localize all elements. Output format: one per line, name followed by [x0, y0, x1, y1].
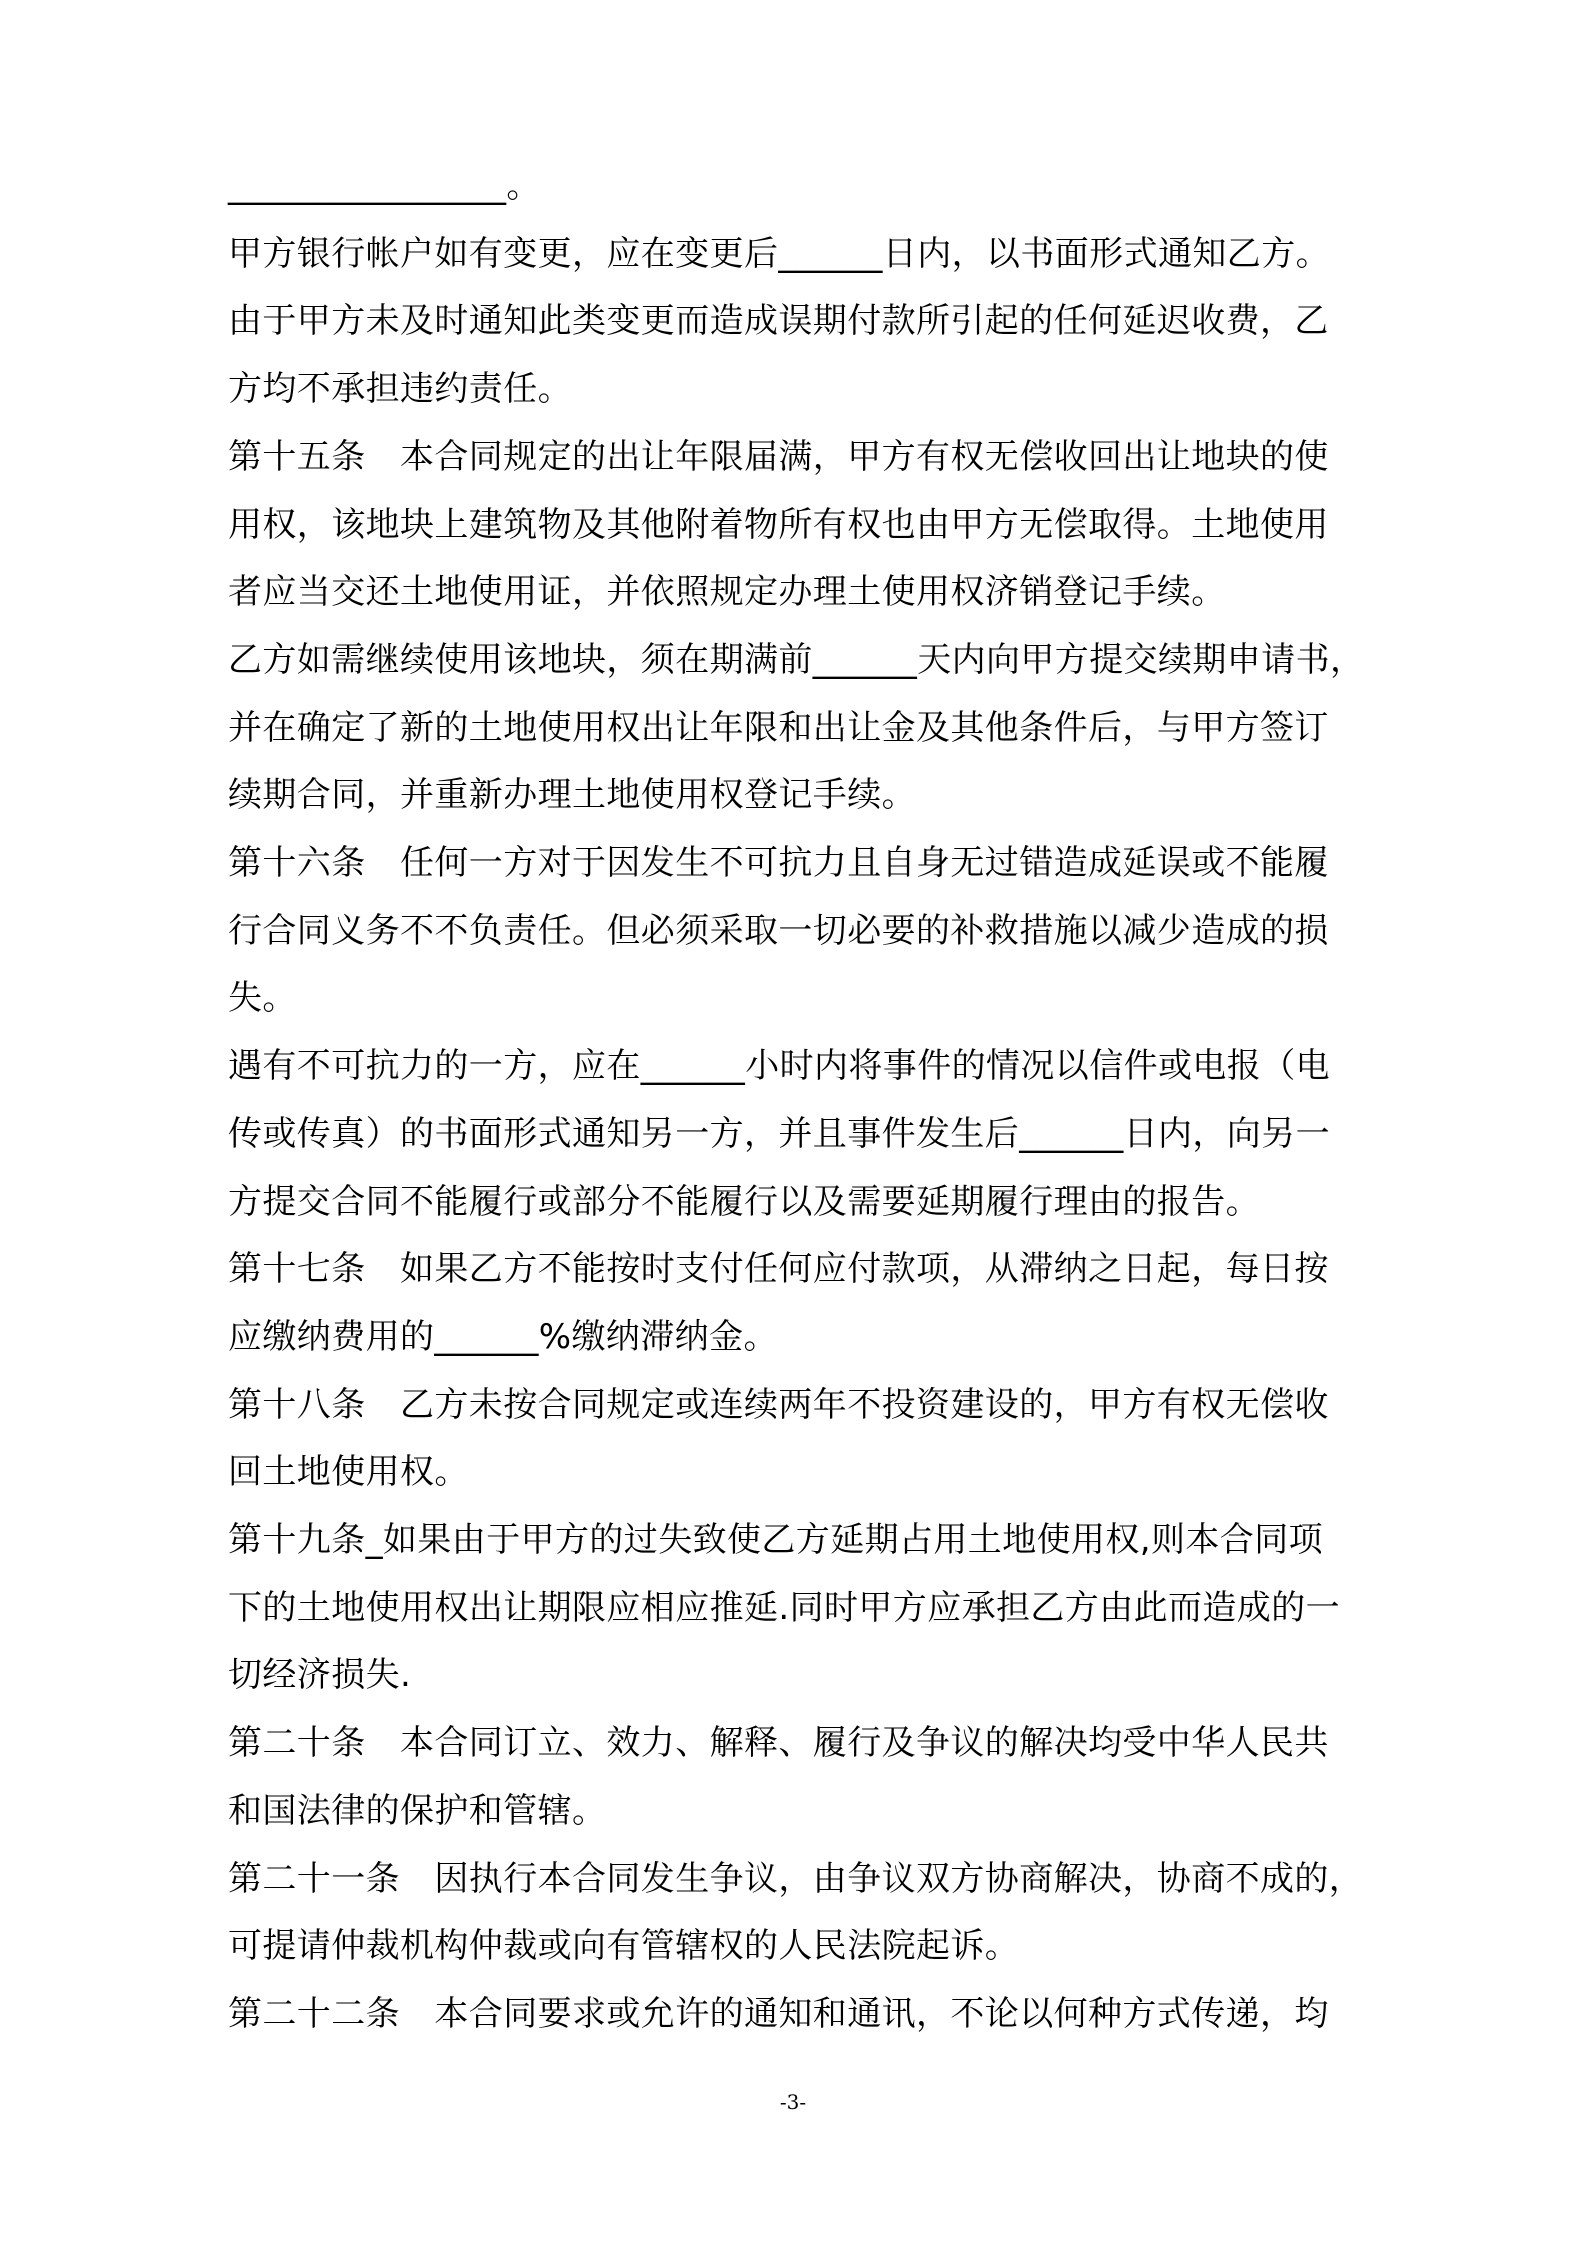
text-line: 由于甲方未及时通知此类变更而造成误期付款所引起的任何延迟收费，乙 — [228, 301, 1329, 341]
clause-15-heading-line: 第十五条 本合同规定的出让年限届满，甲方有权无偿收回出让地块的使 — [228, 437, 1329, 477]
text-line: 续期合同，并重新办理土地使用权登记手续。 — [228, 775, 916, 815]
text-line: 可提请仲裁机构仲裁或向有管辖权的人民法院起诉。 — [228, 1926, 1020, 1966]
text-line: 和国法律的保护和管辖。 — [228, 1791, 607, 1831]
text-line: 并在确定了新的土地使用权出让年限和出让金及其他条件后，与甲方签订 — [228, 708, 1329, 748]
text-line: 乙方如需继续使用该地块，须在期满前______天内向甲方提交续期申请书， — [228, 640, 1365, 680]
clause-18-heading-line: 第十八条 乙方未按合同规定或连续两年不投资建设的，甲方有权无偿收 — [228, 1385, 1329, 1425]
text-line: 甲方银行帐户如有变更，应在变更后______日内，以书面形式通知乙方。 — [228, 234, 1330, 274]
text-line: 切经济损失. — [228, 1655, 412, 1695]
clause-21-heading-line: 第二十一条 因执行本合同发生争议，由争议双方协商解决，协商不成的， — [228, 1859, 1364, 1899]
text-line: 遇有不可抗力的一方，应在______小时内将事件的情况以信件或电报（电 — [228, 1046, 1330, 1086]
text-line: 失。 — [228, 978, 297, 1018]
text-line: 下的土地使用权出让期限应相应推延.同时甲方应承担乙方由此而造成的一 — [228, 1588, 1341, 1628]
clause-16-heading-line: 第十六条 任何一方对于因发生不可抗力且自身无过错造成延误或不能履 — [228, 843, 1329, 883]
text-line: 行合同义务不不负责任。但必须采取一切必要的补救措施以减少造成的损 — [228, 911, 1329, 951]
text-line: ________________。 — [228, 166, 541, 206]
text-line: 应缴纳费用的______%缴纳滞纳金。 — [228, 1317, 778, 1357]
text-line: 方均不承担违约责任。 — [228, 369, 572, 409]
text-line: 者应当交还土地使用证，并依照规定办理土使用权济销登记手续。 — [228, 572, 1226, 612]
clause-22-heading-line: 第二十二条 本合同要求或允许的通知和通讯，不论以何种方式传递，均 — [228, 1994, 1329, 2034]
contract-body-text — [228, 0, 1458, 2244]
clause-19-heading-line: 第十九条_如果由于甲方的过失致使乙方延期占用土地使用权,则本合同项 — [228, 1520, 1324, 1560]
text-line: 回土地使用权。 — [228, 1452, 469, 1492]
clause-17-heading-line: 第十七条 如果乙方不能按时支付任何应付款项，从滞纳之日起，每日按 — [228, 1249, 1329, 1289]
text-line: 传或传真）的书面形式通知另一方，并且事件发生后______日内，向另一 — [228, 1114, 1330, 1154]
text-line: 方提交合同不能履行或部分不能履行以及需要延期履行理由的报告。 — [228, 1182, 1260, 1222]
clause-20-heading-line: 第二十条 本合同订立、效力、解释、履行及争议的解决均受中华人民共 — [228, 1723, 1329, 1763]
text-line: 用权，该地块上建筑物及其他附着物所有权也由甲方无偿取得。土地使用 — [228, 505, 1329, 545]
page-number: -3- — [779, 2090, 807, 2114]
